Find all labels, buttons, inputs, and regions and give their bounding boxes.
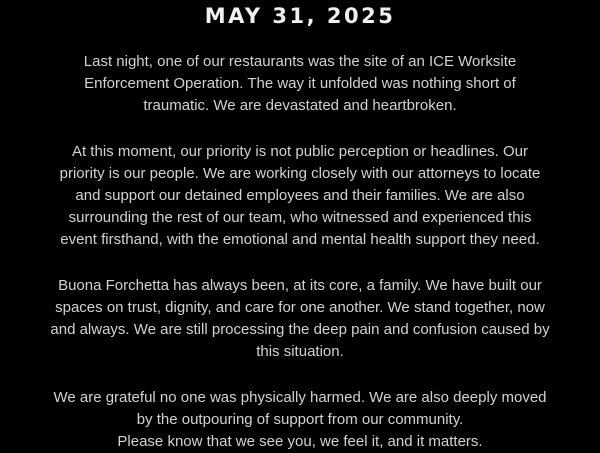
statement-line: priority is our people. We are working closely with our attorneys to locate <box>59 165 541 182</box>
statement-line: Enforcement Operation. The way it unfolded was nothing short of <box>84 75 516 92</box>
statement-line: We are grateful no one was physically harmed. We are also deeply moved <box>53 389 547 406</box>
statement-line: Please know that we see you, we feel it, and it matters. <box>117 433 483 450</box>
statement-line: Buona Forchetta has always been, at its core, a family. We have built our <box>58 277 542 294</box>
statement-line: spaces on trust, dignity, and care for one another. We stand together, now <box>55 299 545 316</box>
statement-paragraph <box>0 275 600 363</box>
statement-line: this situation. <box>256 343 344 360</box>
date-title: MAY 31, 2025 <box>204 4 396 28</box>
statement-line: by the outpouring of support from our community. <box>136 411 464 428</box>
statement-paragraph <box>0 51 600 117</box>
statement-line: traumatic. We are devastated and heartbroken. <box>143 97 457 114</box>
statement-paragraph <box>0 141 600 251</box>
statement-line: and always. We are still processing the deep pain and confusion caused by <box>50 321 550 338</box>
statement-line: and support our detained employees and their families. We are also <box>75 187 525 204</box>
statement-line: At this moment, our priority is not public perception or headlines. Our <box>71 143 529 160</box>
statement-paragraph <box>0 387 600 453</box>
statement-line: Last night, one of our restaurants was the site of an ICE Worksite <box>83 53 517 70</box>
statement-line: surrounding the rest of our team, who witnessed and experienced this <box>68 209 532 226</box>
statement-body <box>0 51 600 453</box>
statement-line: event firsthand, with the emotional and mental health support they need. <box>60 231 540 248</box>
